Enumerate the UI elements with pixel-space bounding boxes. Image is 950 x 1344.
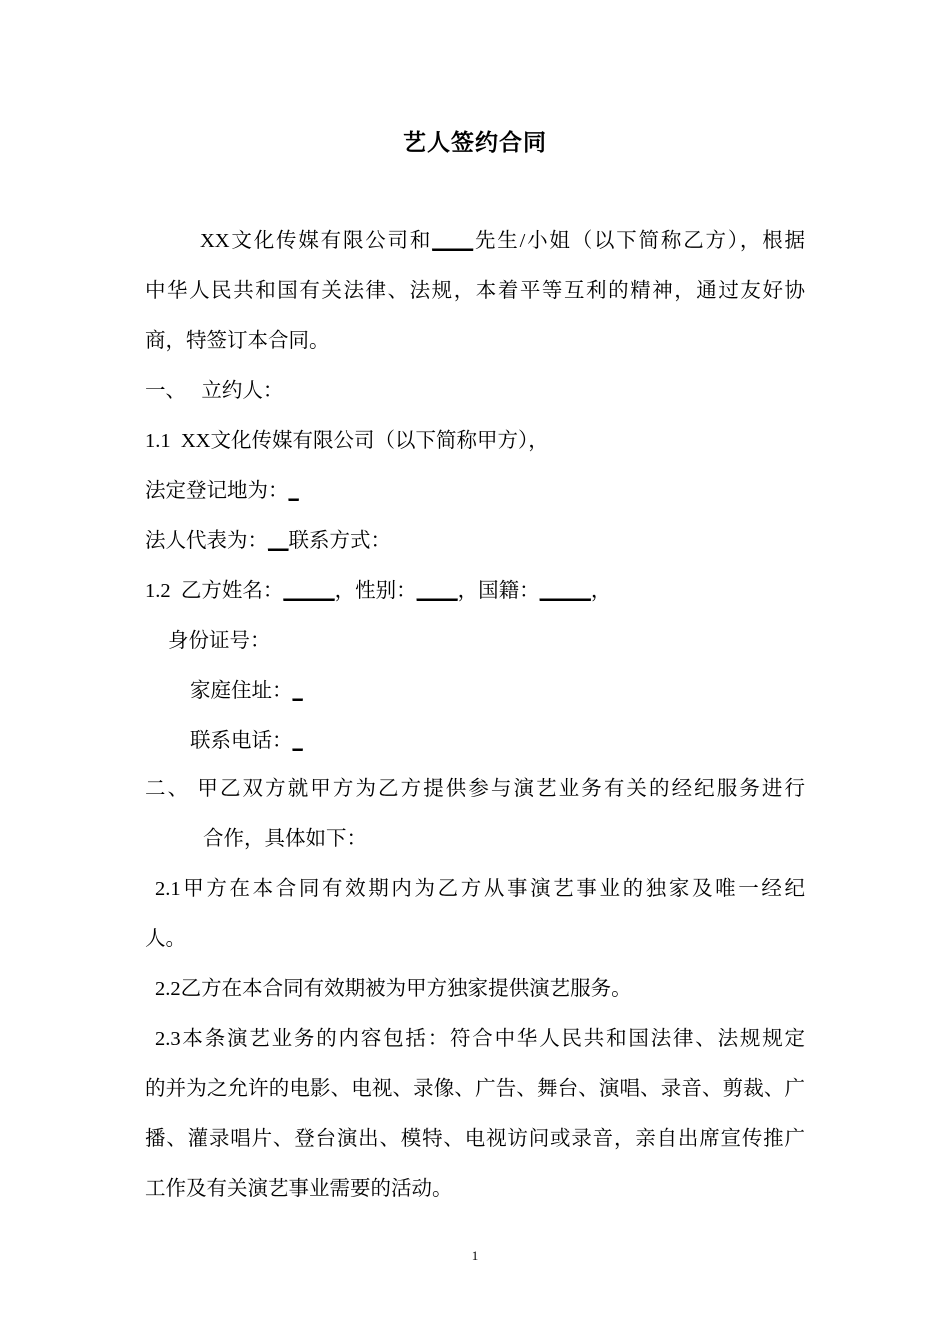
- text-line: [145, 376, 283, 406]
- text-segment: 工作及有关演艺事业需要的活动。: [145, 1178, 453, 1200]
- blank-field: _____: [283, 580, 335, 602]
- text-segment: 2.3本条演艺业务的内容包括：符合中华人民共和国法律、法规规定: [155, 1028, 805, 1050]
- blank-field: ____: [416, 580, 458, 602]
- text-line: [145, 326, 330, 356]
- text-line: [190, 726, 303, 756]
- text-line: [145, 774, 805, 804]
- text-segment: 1.2 乙方姓名：: [145, 580, 284, 602]
- text-segment: ，性别：: [334, 580, 417, 602]
- text-line: [145, 1074, 805, 1104]
- blank-field: ____: [432, 230, 474, 252]
- text-line: [145, 1174, 453, 1204]
- text-line: [145, 924, 186, 954]
- text-segment: 2.2乙方在本合同有效期被为甲方独家提供演艺服务。: [155, 978, 632, 1000]
- page-number: 1: [471, 1248, 479, 1263]
- blank-field: _: [292, 680, 303, 702]
- text-segment: 联系电话：: [190, 730, 293, 752]
- text-segment: 人。: [145, 928, 186, 950]
- text-segment: 联系方式：: [288, 530, 391, 552]
- blank-field: _____: [539, 580, 591, 602]
- document-title: 艺人签约合同: [403, 130, 547, 155]
- text-line: [145, 476, 299, 506]
- text-line: [145, 276, 805, 306]
- text-line: [145, 426, 549, 456]
- text-segment: 一、 立约人：: [145, 380, 284, 402]
- text-segment: 播、灌录唱片、登台演出、模特、电视访问或录音，亲自出席宣传推广: [145, 1128, 805, 1150]
- text-segment: 法人代表为：: [145, 530, 268, 552]
- text-line: [155, 1024, 805, 1054]
- text-segment: 2.1甲方在本合同有效期内为乙方从事演艺事业的独家及唯一经纪: [155, 878, 805, 900]
- blank-field: __: [268, 530, 289, 552]
- text-line: [190, 676, 303, 706]
- text-segment: 法定登记地为：: [145, 480, 289, 502]
- text-segment: 家庭住址：: [190, 680, 293, 702]
- text-segment: 的并为之允许的电影、电视、录像、广告、舞台、演唱、录音、剪裁、广: [145, 1078, 805, 1100]
- text-line: [168, 626, 271, 656]
- text-line: [203, 824, 367, 854]
- text-line: [145, 526, 391, 556]
- text-segment: 中华人民共和国有关法律、法规，本着平等互利的精神，通过友好协: [145, 280, 805, 302]
- text-segment: ，: [590, 580, 612, 602]
- text-line: [155, 974, 632, 1004]
- text-segment: ，国籍：: [457, 580, 540, 602]
- text-segment: 合作，具体如下：: [203, 828, 367, 850]
- text-segment: 1.1 XX文化传媒有限公司（以下简称甲方），: [145, 430, 549, 452]
- text-segment: XX文化传媒有限公司和: [200, 230, 433, 252]
- blank-field: _: [288, 480, 299, 502]
- text-line: [200, 226, 805, 256]
- text-segment: 身份证号：: [168, 630, 271, 652]
- text-segment: 先生/小姐（以下简称乙方），根据: [473, 230, 806, 252]
- text-segment: 商，特签订本合同。: [145, 330, 330, 352]
- text-segment: 二、 甲乙双方就甲方为乙方提供参与演艺业务有关的经纪服务进行: [145, 778, 805, 800]
- text-line: [145, 576, 611, 606]
- text-line: [145, 1124, 805, 1154]
- text-line: [155, 874, 805, 904]
- blank-field: _: [292, 730, 303, 752]
